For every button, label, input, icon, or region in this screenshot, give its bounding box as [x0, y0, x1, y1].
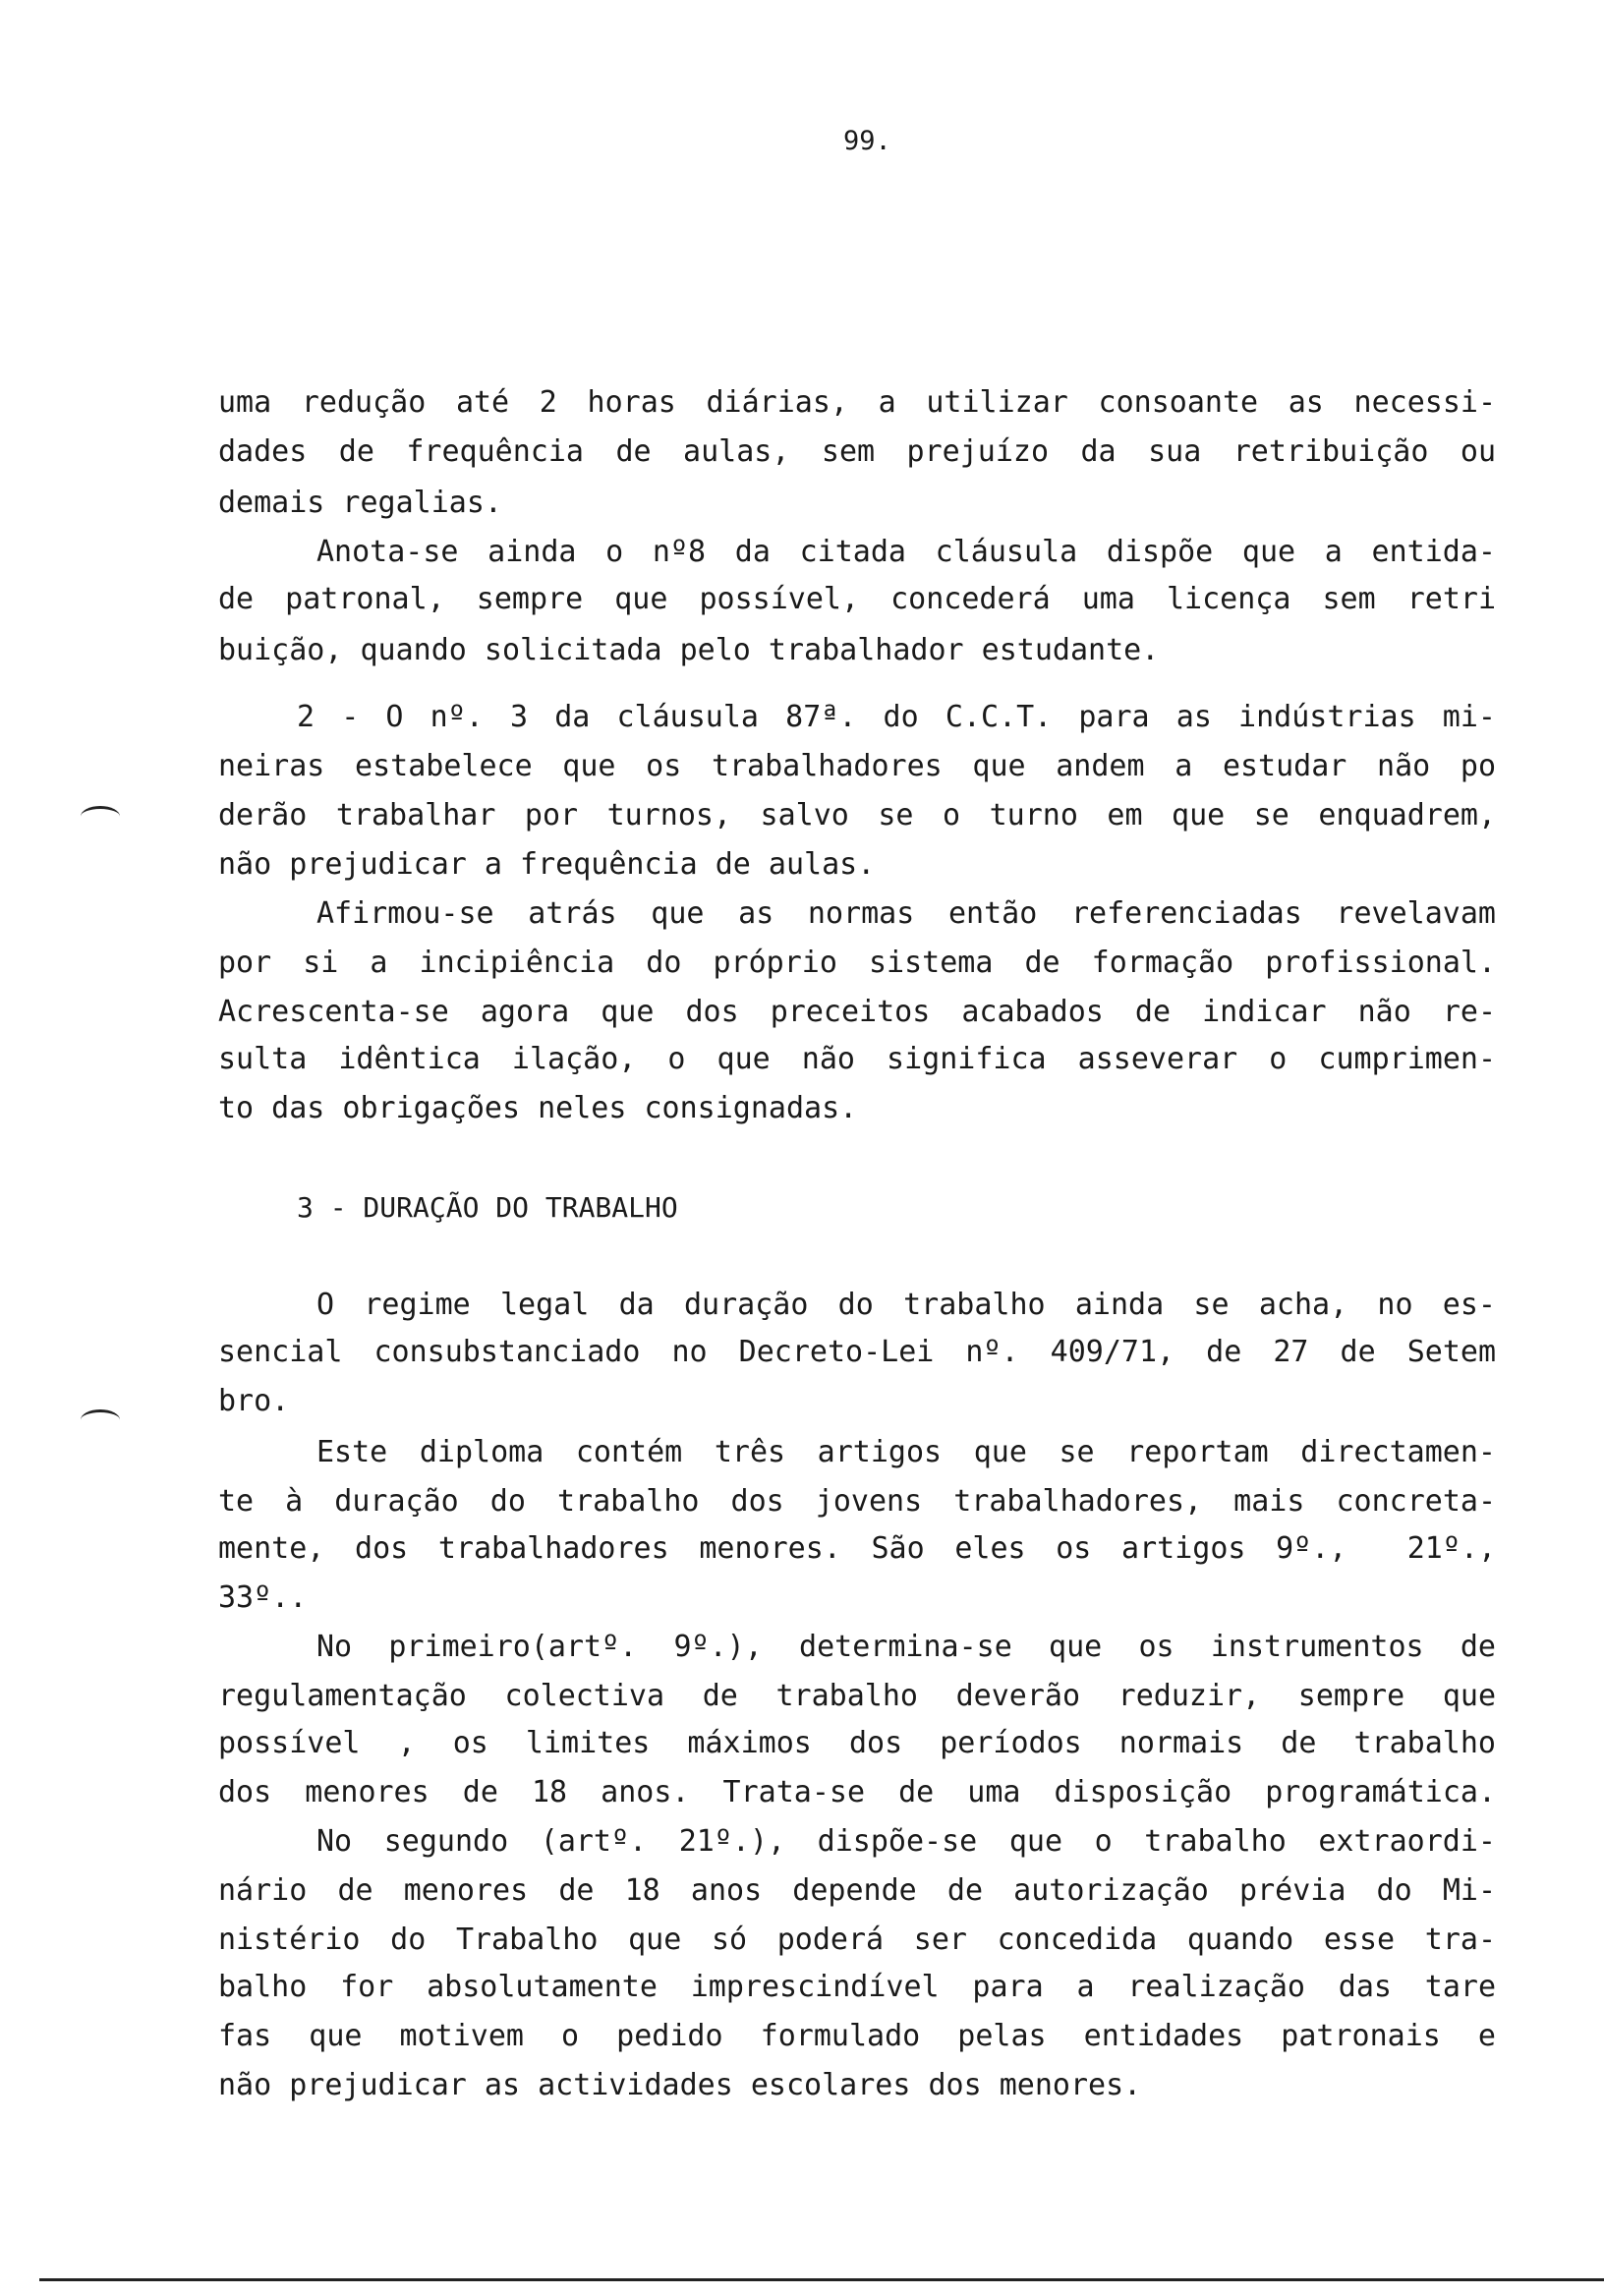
text-line: dades de frequência de aulas, sem prejuízo da sua retribuição ou — [218, 434, 1496, 469]
text-line: Anota-se ainda o nº8 da citada cláusula dispõe que a entida- — [316, 535, 1496, 569]
text-line: sulta idêntica ilação, o que não significa asseverar o cumprimen- — [218, 1042, 1496, 1076]
text-line: regulamentação colectiva de trabalho deverão reduzir, sempre que — [218, 1679, 1496, 1713]
text-line: buição, quando solicitada pelo trabalhador estudante. — [218, 633, 1160, 667]
text-line: dos menores de 18 anos. Trata-se de uma disposição programática. — [218, 1775, 1496, 1809]
text-line: bro. — [218, 1384, 290, 1418]
text-line: neiras estabelece que os trabalhadores que andem a estudar não po — [218, 749, 1496, 783]
section-heading: 3 - DURAÇÃO DO TRABALHO — [297, 1191, 678, 1224]
text-line: por si a incipiência do próprio sistema de formação profissional. — [218, 946, 1496, 980]
text-line: Este diploma contém três artigos que se reportam directamen- — [316, 1435, 1496, 1469]
text-line: não prejudicar a frequência de aulas. — [218, 847, 876, 882]
text-line: demais regalias. — [218, 486, 502, 520]
text-line: Acrescenta-se agora que dos preceitos acabados de indicar não re- — [218, 995, 1496, 1029]
text-line: No segundo (artº. 21º.), dispõe-se que o trabalho extraordi- — [316, 1824, 1496, 1859]
text-line: 2 - O nº. 3 da cláusula 87ª. do C.C.T. para as indústrias mi- — [297, 700, 1496, 734]
text-line: sencial consubstanciado no Decreto-Lei nº. 409/71, de 27 de Setem — [218, 1335, 1496, 1369]
punch-hole-mark — [81, 806, 120, 827]
text-line: nistério do Trabalho que só poderá ser concedida quando esse tra- — [218, 1923, 1496, 1957]
text-line: 33º.. — [218, 1580, 308, 1615]
page-bottom-rule — [39, 2278, 1604, 2281]
text-line: não prejudicar as actividades escolares dos menores. — [218, 2068, 1142, 2102]
text-line: de patronal, sempre que possível, concederá uma licença sem retri — [218, 582, 1496, 616]
page-number: 99. — [843, 126, 891, 156]
text-line: nário de menores de 18 anos depende de autorização prévia do Mi- — [218, 1873, 1496, 1908]
text-line: te à duração do trabalho dos jovens trabalhadores, mais concreta- — [218, 1484, 1496, 1519]
text-line: fas que motivem o pedido formulado pelas entidades patronais e — [218, 2019, 1496, 2053]
text-line: mente, dos trabalhadores menores. São eles os artigos 9º., 21º., — [218, 1531, 1496, 1566]
text-line: to das obrigações neles consignadas. — [218, 1091, 858, 1125]
text-line: O regime legal da duração do trabalho ainda se acha, no es- — [316, 1288, 1496, 1322]
text-line: possível , os limites máximos dos períodos normais de trabalho — [218, 1726, 1496, 1760]
punch-hole-mark — [81, 1409, 120, 1430]
text-line: No primeiro(artº. 9º.), determina-se que os instrumentos de — [316, 1630, 1496, 1664]
text-line: derão trabalhar por turnos, salvo se o turno em que se enquadrem, — [218, 798, 1496, 832]
text-line: Afirmou-se atrás que as normas então referenciadas revelavam — [316, 896, 1496, 931]
text-line: balho for absolutamente imprescindível para a realização das tare — [218, 1970, 1496, 2004]
text-line: uma redução até 2 horas diárias, a utilizar consoante as necessi- — [218, 385, 1496, 420]
